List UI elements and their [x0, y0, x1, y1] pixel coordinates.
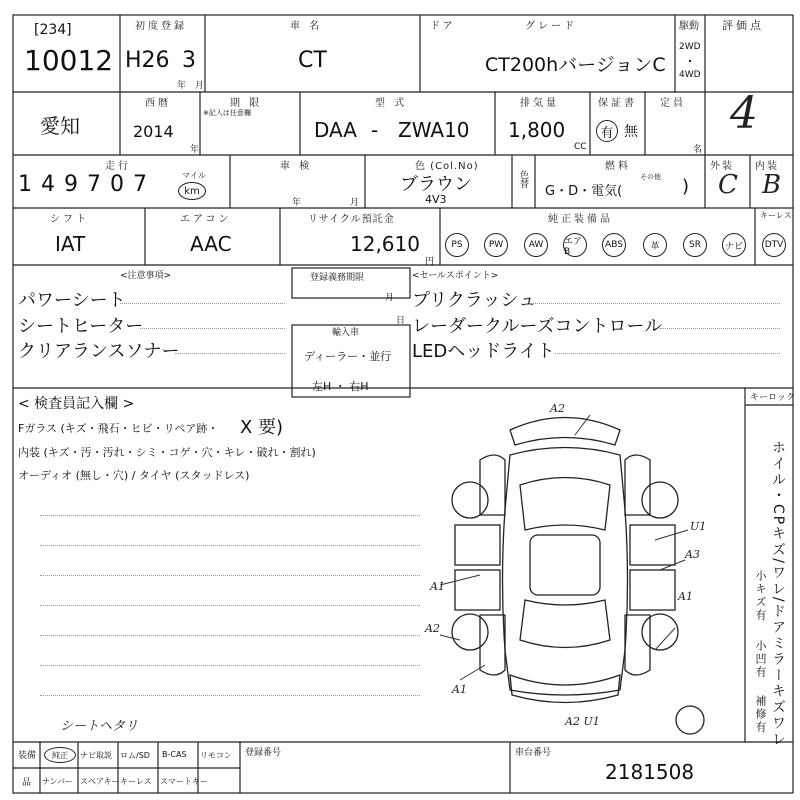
footer-item: ナビ取説 [80, 751, 112, 760]
score-value: 4 [730, 88, 758, 139]
equip-abs: ABS [602, 233, 626, 257]
model-code-prefix: DAA [314, 118, 357, 142]
equip-leather: 革 [643, 233, 667, 257]
mileage-digit: 7 [133, 172, 147, 197]
lot-bracket: [234] [34, 22, 72, 38]
inspection-month: 月 [350, 198, 360, 208]
color-change-label: 色替 [518, 170, 528, 188]
door-label: ドア [430, 21, 456, 32]
mileage-digit: 9 [64, 172, 78, 197]
inspector-line-2: 内装 (キズ・汚・汚れ・シミ・コゲ・穴・キレ・破れ・割れ) [18, 446, 316, 459]
equip-label-bot: 品 [22, 778, 32, 788]
damage-mark: A1 [678, 590, 693, 603]
fuel-other: その他 [640, 173, 661, 181]
footer-item: リモコン [200, 751, 232, 760]
type-label: 型 式 [375, 98, 408, 109]
first-reg-month: 3 [182, 48, 196, 73]
western-year: 2014 [133, 122, 174, 141]
side-small-1: 小キズ有 [754, 570, 767, 622]
reg-deadline-label: 登録義務期限 [310, 273, 365, 283]
import-label: 輸入車 [332, 328, 360, 338]
caution-item: シートヒーター [18, 316, 144, 337]
reg-number-label: 登録番号 [245, 748, 282, 758]
drive-4wd: 4WD [679, 70, 701, 80]
keylock-label: キーロック [750, 393, 795, 403]
mileage-digit: 4 [41, 172, 55, 197]
cc-unit: CC [574, 142, 587, 152]
model-code-dash: - [371, 118, 379, 142]
period-label: 期 限 [230, 98, 263, 109]
western-year-label: 西暦 [145, 98, 171, 109]
equip-pw: PW [484, 233, 508, 257]
caution-item: クリアランスソナー [18, 341, 180, 362]
warranty-no: 無 [624, 124, 638, 140]
capacity-label: 定員 [660, 98, 686, 109]
drive-2wd: 2WD [679, 42, 701, 52]
fuel-close: ) [682, 176, 690, 197]
sales-label: <セールスポイント> [412, 271, 499, 281]
period-sub: ※記入は任意欄 [203, 109, 251, 117]
mileage-unit-circled: km [178, 182, 206, 200]
warranty-yes-circled: 有 [596, 120, 618, 142]
color-label: 色 (Col.No) [415, 161, 479, 172]
interior-label: 内装 [755, 161, 779, 172]
shift-value: IAT [55, 232, 86, 256]
drive-label: 駆動 [679, 21, 699, 32]
mileage-digit: 1 [18, 172, 32, 197]
yen-unit: 円 [425, 257, 435, 267]
equip-airbag: エアB [563, 233, 587, 257]
equip-navi: ナビ [722, 233, 746, 257]
lot-number: 10012 [24, 44, 114, 77]
sales-point: LEDヘッドライト [412, 341, 555, 362]
side-notes: ホイル・CPキズ/ワレ/ドアミラーキズワレ [770, 440, 786, 748]
interior-grade: B [762, 170, 782, 200]
dealer-parallel: ディーラー・並行 [304, 350, 392, 363]
aircon-label: エアコン [180, 214, 232, 225]
mileage-digit: 7 [87, 172, 101, 197]
caution-label: <注意事項> [120, 271, 172, 281]
damage-mark: A3 [685, 548, 700, 561]
handwritten-note: シートヘタリ [60, 719, 139, 734]
damage-mark: A2 [425, 622, 440, 635]
damage-mark: A1 [452, 683, 467, 696]
caution-item: パワーシート [18, 290, 126, 311]
mileage-unit-top: マイル [182, 171, 206, 180]
keyless-label: キーレス [760, 211, 792, 220]
region: 愛知 [40, 114, 80, 138]
fuel-label: 燃料 [605, 161, 631, 172]
recycle-label: リサイクル預託金 [308, 214, 395, 225]
model-code: ZWA10 [398, 118, 470, 142]
grade-label: グレード [525, 21, 577, 32]
exterior-grade: C [718, 170, 738, 200]
equip-dtv: DTV [762, 233, 786, 257]
mileage-label: 走行 [105, 161, 131, 172]
equip-ps: PS [445, 233, 469, 257]
aircon-value: AAC [190, 232, 232, 256]
damage-mark: A1 [430, 580, 445, 593]
displacement: 1,800 [508, 118, 566, 142]
inspector-line-1-mark: X 要) [240, 417, 284, 438]
damage-mark: A2 U1 [565, 715, 600, 728]
color-value: ブラウン [400, 174, 472, 195]
first-reg-label: 初度登録 [135, 21, 187, 32]
damage-mark: U1 [690, 520, 707, 533]
reg-month: 月 [385, 293, 395, 303]
exterior-label: 外装 [710, 161, 734, 172]
sales-point: プリクラッシュ [412, 290, 537, 311]
footer-item: ロム/SD [120, 751, 150, 760]
footer-item: スマートキー [160, 777, 208, 786]
damage-mark: A2 [550, 402, 565, 415]
shift-label: シフト [50, 214, 89, 225]
side-small-2: 小凹有 [754, 640, 767, 679]
reg-day: 日 [396, 316, 406, 326]
mileage-digit: 0 [110, 172, 124, 197]
inspector-title: < 検査員記入欄 > [18, 396, 135, 412]
footer-item: スペアキー [80, 777, 120, 786]
capacity-unit: 名 [693, 145, 703, 155]
recycle-fee: 12,610 [350, 232, 420, 256]
side-small-3: 補修有 [754, 695, 767, 734]
year-char: 年 [177, 81, 187, 91]
month-char: 月 [195, 81, 205, 91]
color-code: 4V3 [425, 193, 447, 206]
mileage-digits [18, 172, 147, 197]
sales-point: レーダークルーズコントロール [412, 316, 663, 337]
fuel-options: G・D・電気( [545, 184, 623, 199]
model-label: 車 名 [290, 21, 323, 32]
inspector-line-1: Fガラス (キズ・飛石・ヒビ・リペア跡・ [18, 422, 219, 435]
equip-aw: AW [524, 233, 548, 257]
score-label: 評価点 [722, 19, 764, 32]
footer-item: ナンバー [42, 777, 74, 786]
footer-item: キーレス [120, 777, 152, 786]
inspector-line-3: オーディオ (無し・穴) / タイヤ (スタッドレス) [18, 469, 250, 482]
chassis-label: 車台番号 [515, 748, 552, 758]
footer-item: B-CAS [162, 750, 187, 759]
grade-value: CT200hバージョンC [485, 54, 666, 76]
inspection-label: 車 検 [280, 161, 313, 172]
footer-genuine-circled: 純正 [44, 747, 76, 763]
chassis-number: 2181508 [605, 760, 695, 784]
displacement-label: 排気量 [520, 98, 559, 109]
left-right-hand: 左H ・ 右H [312, 380, 369, 393]
first-reg-era: H26 [125, 48, 170, 73]
warranty-label: 保証書 [598, 98, 637, 109]
equip-label-top: 装備 [18, 751, 37, 761]
inspection-year: 年 [292, 198, 302, 208]
equip-sunroof: SR [683, 233, 707, 257]
model-name: CT [298, 48, 327, 73]
year-char-2: 年 [190, 145, 200, 155]
car-damage-diagram [425, 400, 707, 740]
equipment-label: 純正装備品 [548, 214, 613, 225]
